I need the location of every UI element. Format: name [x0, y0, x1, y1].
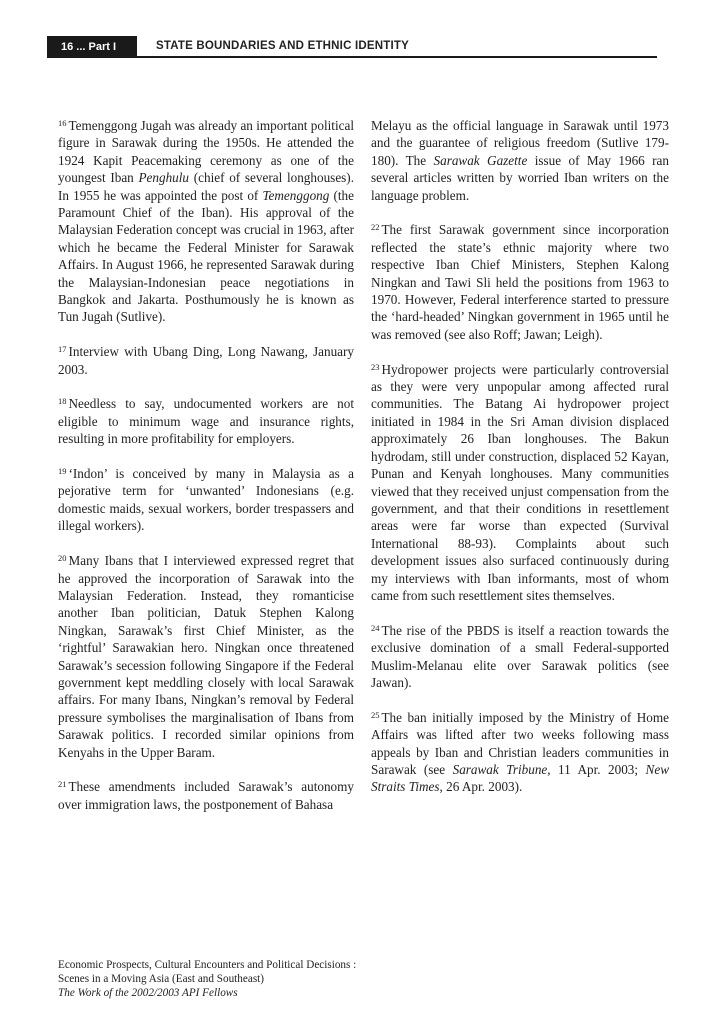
footnote-number: 16: [58, 118, 67, 128]
footer-line-2: Scenes in a Moving Asia (East and Southeast): [58, 973, 265, 985]
footnote-number: 25: [371, 709, 380, 720]
footer-line-3: The Work of the 2002/2003 API Fellows: [58, 987, 238, 999]
publication-footer: [58, 958, 378, 1000]
page-number-label: 16 ... Part I: [47, 36, 137, 58]
footnote-25: $^{25}$ The ban initially imposed by the Ministry of Home Affairs was lifted after two weeks following mass appeals by Iban and Christian leaders communities in Sarawak (see Sarawak Tribune, 11 Apr. 2003; New Straits Times, 26 Apr. 2003).: [371, 709, 669, 795]
footnote-number: 23: [371, 361, 380, 372]
footnote-number: 20: [58, 553, 67, 564]
footnote-number: 22: [371, 222, 380, 233]
footnote-21: $^{21}$ These amendments included Sarawak’s autonomy over immigration laws, the postponement of Bahasa: [58, 779, 354, 812]
footnote-18: $^{18}$ Needless to say, undocumented workers are not eligible to minimum wage and insurance rights, resulting in more profitability for employers.: [58, 396, 354, 447]
footnote-19: $^{19}$ ‘Indon’ is conceived by many in Malaysia as a pejorative term for ‘unwanted’ Indonesians (e.g. domestic maids, sexual workers, border trespassers and illegal workers).: [58, 466, 354, 534]
footnote-23: $^{23}$ Hydropower projects were particularly controversial as they were very unpopular among affected rural communities. The Batang Ai hydropower project initiated in 1984 in the Sri Aman division displaced approximately 26 Iban longhouses. The Bakun hydrodam, still under construction, displaced 52 Kayan, Punan and Kenyah longhouses. Many communities viewed that they received unjust compensation from the government, and that their conditions in resettlement areas were far worse than expected (Survival International 88-93). Complaints about such development issues also surfaced continuously during my interviews with Iban informants, most of whom came from such resettlement sites themselves.: [371, 361, 669, 603]
right-column: [371, 117, 669, 813]
chapter-title: STATE BOUNDARIES AND ETHNIC IDENTITY: [156, 40, 409, 52]
footnote-21-continued: Melayu as the official language in Sarawak until 1973 and the guarantee of religious freedom (Sutlive 179-180). The Sarawak Gazette issue of May 1966 ran several articles written by worried Iban writers on the language problem.: [371, 118, 669, 203]
footnote-24: $^{24}$ The rise of the PBDS is itself a reaction towards the exclusive domination of a small Federal-supported Muslim-Melanau elite over Sarawak politics (see Jawan).: [371, 622, 669, 690]
footnote-number: 19: [58, 466, 67, 477]
left-column: [58, 117, 354, 813]
footnote-17: $^{17}$ Interview with Ubang Ding, Long Nawang, January 2003.: [58, 344, 354, 377]
footnote-22: $^{22}$ The first Sarawak government since incorporation reflected the state’s ethnic majority where two respective Iban Chief Ministers, Stephen Kalong Ningkan and Tawi Sli held the positions from 1963 to 1970. However, Federal interference started to pressure the ‘hard-headed’ Ningkan government in 1965 until he was removed (see also Roff; Jawan; Leigh).: [371, 222, 669, 342]
header-rule: [137, 56, 657, 58]
footnote-number: 21: [58, 779, 67, 790]
footnote-20: $^{20}$ Many Ibans that I interviewed expressed regret that he approved the incorporation of Sarawak into the Malaysian Federation. Instead, they romanticise another Iban politician, Datuk Stephen Kalong Ningkan, Sarawak’s first Chief Minister, as the ‘rightful’ Sarawakian hero. Ningkan once threatened Sarawak’s secession following Singapore if the Federal government kept meddling closely with local Sarawak affairs. For many Ibans, Ningkan’s removal by Federal pressure symbolises the marginalisation of Ibans from Sarawak politics. I recorded similar opinions from Kenyahs in the Upper Baram.: [58, 553, 354, 760]
footnote-number: 18: [58, 396, 67, 407]
footnote-16: $^{16}$ Temenggong Jugah was already an important political figure in Sarawak during the 1950s. He attended the 1924 Kapit Peacemaking ceremony as one of the youngest Iban Penghulu (chief of several longhouses). In 1955 he was appointed the post of Temenggong (the Paramount Chief of the Iban). His approval of the Malaysian Federation concept was crucial in 1963, after which he became the Federal Minister for Sarawak Affairs. In August 1966, he represented Sarawak during the Malaysian-Indonesian peace negotiations in Bangkok and Jakarta. Posthumously he is known as Tun Jugah (Sutlive).: [58, 118, 354, 325]
footnote-number: 17: [58, 344, 67, 355]
running-header: [0, 0, 728, 60]
footnote-number: 24: [371, 622, 380, 633]
footer-line-1: Economic Prospects, Cultural Encounters and Political Decisions :: [58, 959, 357, 971]
